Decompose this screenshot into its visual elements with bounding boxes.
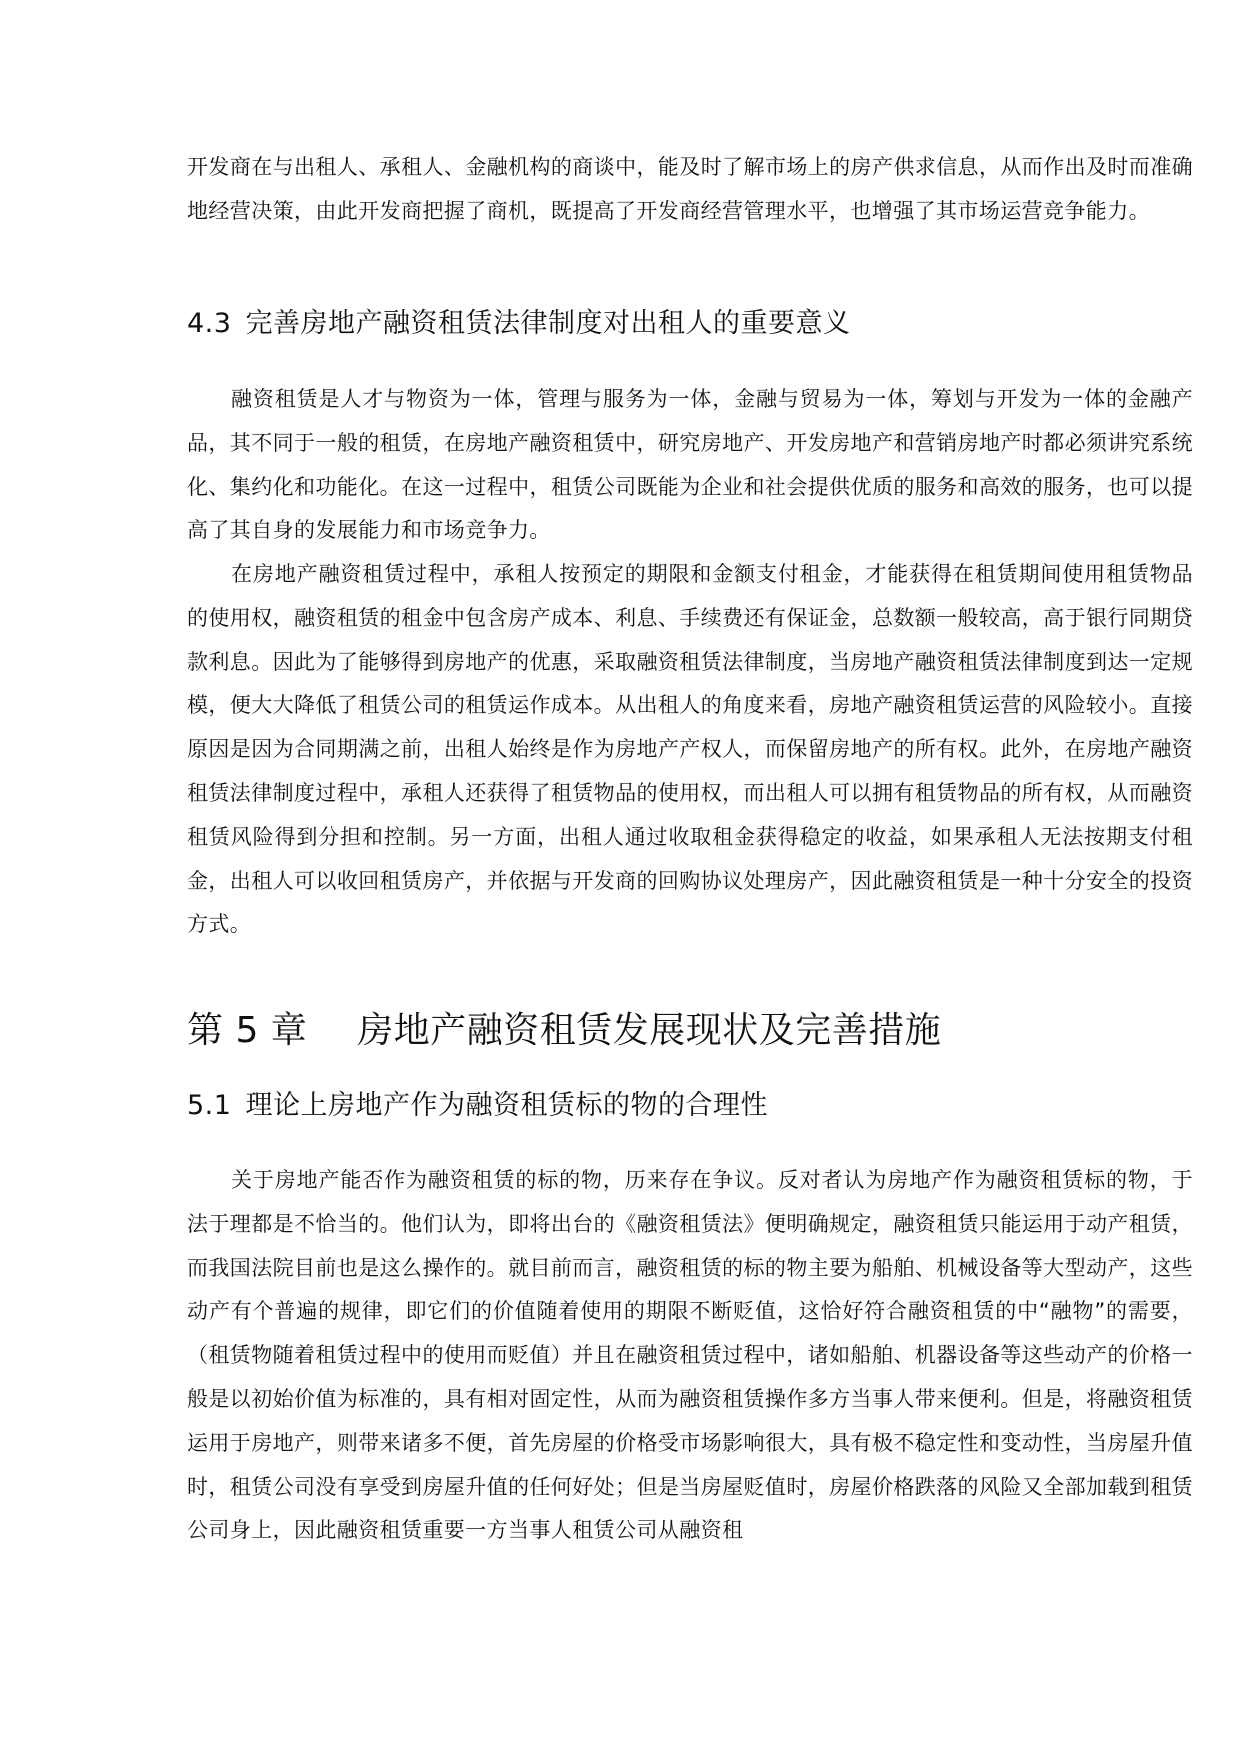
section-number: 5.1 bbox=[187, 1090, 232, 1121]
section-number: 4.3 bbox=[187, 308, 232, 339]
body-paragraph: 融资租赁是人才与物资为一体，管理与服务为一体，金融与贸易为一体，筹划与开发为一体的金融产品，其不同于一般的租赁，在房地产融资租赁中，研究房地产、开发房地产和营销房地产时都必须讲究系统化、集约化和功能化。在这一过程中，租赁公司既能为企业和社会提供优质的服务和高效的服务，也可以提高了其自身的发展能力和市场竞争力。 bbox=[187, 387, 1193, 543]
section-title: 完善房地产融资租赁法律制度对出租人的重要意义 bbox=[245, 308, 851, 339]
chapter-title: 房地产融资租赁发展现状及完善措施 bbox=[357, 1010, 942, 1051]
body-paragraph: 关于房地产能否作为融资租赁的标的物，历来存在争议。反对者认为房地产作为融资租赁标的物，于法于理都是不恰当的。他们认为，即将出台的《融资租赁法》便明确规定，融资租赁只能运用于动产租赁，而我国法院目前也是这么操作的。就目前而言，融资租赁的标的物主要为船舶、机械设备等大型动产，这些动产有个普遍的规律，即它们的价值随着使用的期限不断贬值，这恰好符合融资租赁的中“融物”的需要，（租赁物随着租赁过程中的使用而贬值）并且在融资租赁过程中，诸如船舶、机器设备等这些动产的价格一般是以初始价值为标准的，具有相对固定性，从而为融资租赁操作多方当事人带来便利。但是，将融资租赁运用于房地产，则带来诸多不便，首先房屋的价格受市场影响很大，具有极不稳定性和变动性，当房屋升值时，租赁公司没有享受到房屋升值的任何好处；但是当房屋贬值时，房屋价格跌落的风险又全部加载到租赁公司身上，因此融资租赁重要一方当事人租赁公司从融资租 bbox=[187, 1168, 1193, 1543]
section-title: 理论上房地产作为融资租赁标的物的合理性 bbox=[245, 1090, 768, 1121]
section-heading-4-3 bbox=[187, 304, 850, 344]
chapter-number: 第 5 章 bbox=[187, 1010, 308, 1051]
body-paragraph: 在房地产融资租赁过程中，承租人按预定的期限和金额支付租金，才能获得在租赁期间使用租赁物品的使用权，融资租赁的租金中包含房产成本、利息、手续费还有保证金，总数额一般较高，高于银行同期贷款利息。因此为了能够得到房地产的优惠，采取融资租赁法律制度，当房地产融资租赁法律制度到达一定规模，便大大降低了租赁公司的租赁运作成本。从出租人的角度来看，房地产融资租赁运营的风险较小。直接原因是因为合同期满之前，出租人始终是作为房地产产权人，而保留房地产的所有权。此外，在房地产融资租赁法律制度过程中，承租人还获得了租赁物品的使用权，而出租人可以拥有租赁物品的所有权，从而融资租赁风险得到分担和控制。另一方面，出租人通过收取租金获得稳定的收益，如果承租人无法按期支付租金，出租人可以收回租赁房产，并依据与开发商的回购协议处理房产，因此融资租赁是一种十分安全的投资方式。 bbox=[187, 562, 1193, 937]
body-paragraph: 开发商在与出租人、承租人、金融机构的商谈中，能及时了解市场上的房产供求信息，从而作出及时而准确地经营决策，由此开发商把握了商机，既提高了开发商经营管理水平，也增强了其市场运营竞争能力。 bbox=[187, 155, 1193, 223]
chapter-heading-5 bbox=[187, 1006, 941, 1056]
section-heading-5-1 bbox=[187, 1086, 768, 1126]
